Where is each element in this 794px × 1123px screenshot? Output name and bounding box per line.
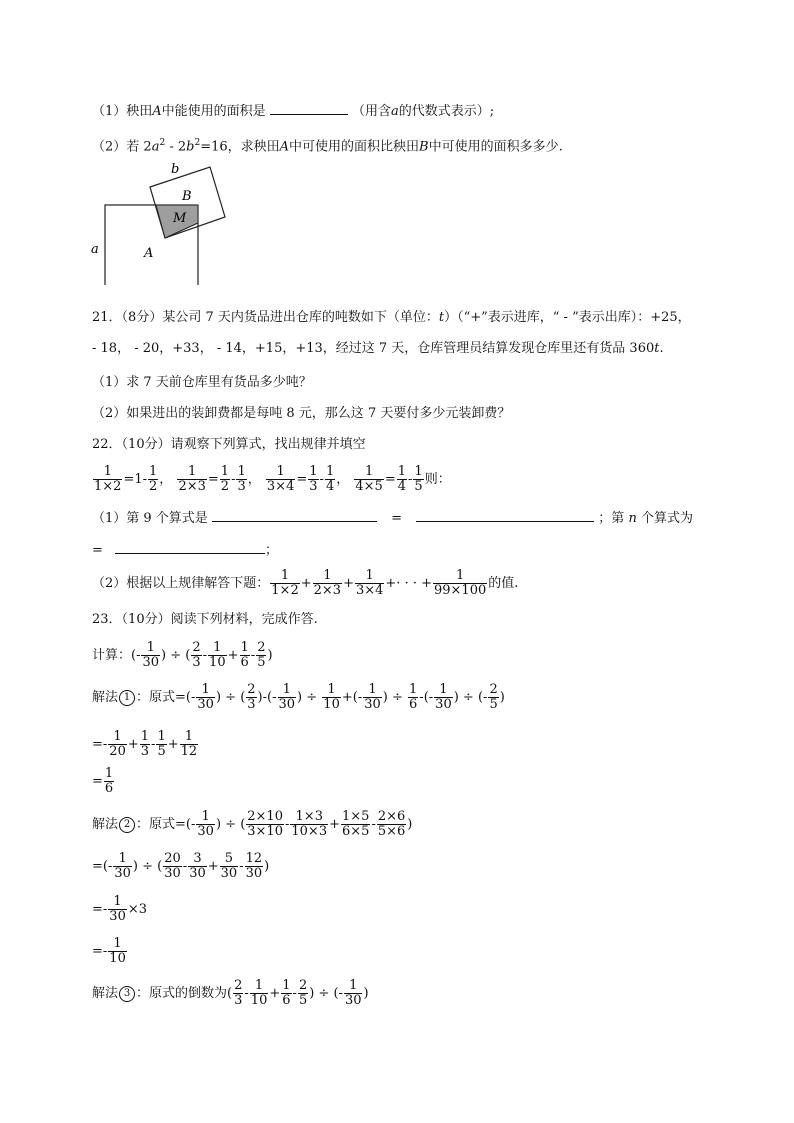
frac-num: 1 xyxy=(140,729,150,744)
frac-den: 3 xyxy=(234,993,243,1008)
q22-s1-mid: ；第 xyxy=(598,511,625,526)
frac-den: 30 xyxy=(109,909,126,924)
method-label: 解法 xyxy=(92,690,119,705)
q23-m2-step1 xyxy=(92,850,269,884)
frac-num: 5 xyxy=(220,852,239,867)
q23-m1-result xyxy=(92,765,115,799)
frac-den: 20 xyxy=(109,744,126,759)
frac xyxy=(298,979,308,1008)
frac-num: 1 xyxy=(149,464,158,479)
paren: ( xyxy=(240,690,246,705)
frac-den: 30 xyxy=(114,866,131,881)
frac-den: 30 xyxy=(197,697,214,712)
paren: (- xyxy=(352,690,363,705)
frac-den: 2×3 xyxy=(178,479,206,494)
q20-p2-pre: （2）若 2 xyxy=(92,139,152,155)
frac-num: 1 xyxy=(270,569,299,584)
frac-num: 3 xyxy=(188,852,207,867)
frac-num: 1 xyxy=(433,569,487,584)
frac-den: 3 xyxy=(192,655,201,670)
paren: (- xyxy=(102,859,113,874)
frac-den: 6 xyxy=(104,781,114,796)
circle-3: 3 xyxy=(119,986,135,1002)
q23-method3 xyxy=(92,977,369,1011)
frac xyxy=(322,683,341,712)
frac xyxy=(233,979,243,1008)
q20-p1-mid: 中能使用的面积是 xyxy=(161,104,266,119)
paren: ) xyxy=(297,690,303,705)
q20-p2-b: b xyxy=(186,139,195,155)
frac-num: 1 xyxy=(104,766,114,781)
frac-num: 1 xyxy=(141,641,160,656)
frac-den: 30 xyxy=(364,697,381,712)
op: ÷ xyxy=(387,690,408,705)
frac-den: 3×4 xyxy=(355,583,384,598)
q22-minus: - xyxy=(408,472,413,487)
q20-p2-post: 中可使用的面积多多少. xyxy=(428,139,563,155)
frac-num: 2 xyxy=(257,640,266,655)
q22-s1-n: n xyxy=(628,511,637,526)
frac-den: 1×2 xyxy=(94,479,122,494)
frac-num: 1 xyxy=(113,852,132,867)
q21-line2 xyxy=(92,339,664,359)
circle-1: 1 xyxy=(119,690,135,706)
frac-den: 4 xyxy=(325,479,335,494)
q20-p1-post-b: 的代数式表示）; xyxy=(398,104,495,119)
frac-den: 30 xyxy=(197,824,214,839)
op: + xyxy=(329,817,341,832)
q22-s1-blank-general[interactable] xyxy=(115,540,265,554)
frac-den: 5 xyxy=(157,744,166,759)
frac-num: 2 xyxy=(298,978,308,993)
q22-s1-blank-right[interactable] xyxy=(416,508,594,522)
q20-p2-mid: 中可使用的面积比秧田 xyxy=(289,139,420,155)
op: + xyxy=(127,737,139,752)
frac-den: 30 xyxy=(278,697,296,712)
frac-num: 1 xyxy=(397,464,406,479)
paren: ) xyxy=(161,648,167,663)
paren: ) xyxy=(407,817,413,832)
op: - xyxy=(292,986,297,1001)
q22-eq1: =1- xyxy=(123,472,147,487)
paren: ) xyxy=(215,817,222,832)
q22-comma: ， xyxy=(247,472,261,487)
frac-num: 1 xyxy=(108,937,127,952)
q20-p2-a: a xyxy=(151,139,160,155)
q23-title: 23．（10分）阅读下列材料，完成作答. xyxy=(92,612,318,627)
op: ÷ xyxy=(458,690,478,705)
q23-m2-step2 xyxy=(92,893,147,927)
q23-m1-step1 xyxy=(92,728,199,762)
q23-calc xyxy=(92,639,273,673)
frac xyxy=(256,641,266,670)
frac xyxy=(377,810,406,839)
op: - xyxy=(239,859,244,874)
frac-den: 10 xyxy=(250,993,268,1008)
frac-den: 10 xyxy=(209,655,226,670)
op: ÷ xyxy=(221,817,241,832)
op: ÷ xyxy=(302,690,322,705)
q20-p1-post-a: （用含 xyxy=(351,104,391,119)
frac-num: 1 xyxy=(250,979,269,994)
frac-den: 6 xyxy=(282,993,291,1008)
q22-plus: + xyxy=(343,576,354,591)
paren: (- xyxy=(333,986,343,1001)
paren: (- xyxy=(423,690,434,705)
frac xyxy=(488,683,498,712)
q21-line1 xyxy=(92,308,691,328)
frac-1-2x3 xyxy=(313,569,342,598)
q20-p1-A: A xyxy=(152,104,162,119)
op: ÷ xyxy=(314,986,334,1001)
q20-p1-var: a xyxy=(390,104,399,119)
frac-den: 30 xyxy=(220,866,238,881)
q21-line2-pre: - 18， - 20，+33， - 14，+15，+13，经过这 7 天，仓库管理员结算发现仓库里还有货品 360 xyxy=(92,341,655,356)
frac-den: 30 xyxy=(435,697,452,712)
q20-p1-pre: （1）秧田 xyxy=(92,104,153,119)
q22-ze: 则： xyxy=(424,472,451,487)
frac-num: 1 xyxy=(322,683,341,698)
frac-1-3 xyxy=(236,465,246,494)
q23-method1 xyxy=(92,681,505,715)
frac-den: 30 xyxy=(245,866,263,881)
frac-num: 1 xyxy=(108,730,127,745)
frac xyxy=(141,641,160,670)
frac-den: 5×6 xyxy=(377,824,406,839)
circle-2: 2 xyxy=(119,817,135,833)
frac-den: 5 xyxy=(489,697,498,712)
paren: ( xyxy=(227,986,233,1001)
frac-num: 12 xyxy=(245,851,263,866)
frac-num: 1 xyxy=(354,465,383,480)
frac xyxy=(408,683,418,712)
paren: (- xyxy=(267,690,277,705)
frac-num: 1×3 xyxy=(290,810,328,825)
frac-den: 2 xyxy=(220,479,230,494)
frac xyxy=(108,730,127,759)
q23-method2 xyxy=(92,808,412,842)
paren: ) xyxy=(309,986,315,1001)
op: - xyxy=(182,859,188,874)
frac xyxy=(191,641,201,670)
frac-1-4x5 xyxy=(354,465,383,494)
q22-s1-line2-eq: = xyxy=(92,543,103,558)
frac-den: 4 xyxy=(397,479,406,494)
frac xyxy=(363,683,382,712)
frac-den: 99×100 xyxy=(434,583,487,598)
frac-den: 2 xyxy=(149,479,158,494)
paren: ) xyxy=(132,859,138,874)
frac xyxy=(140,730,150,759)
op: + xyxy=(207,859,219,874)
frac-num: 1 xyxy=(93,465,122,480)
paren: ) xyxy=(363,986,369,1001)
frac-1-5 xyxy=(413,465,423,494)
q22-s1-post: 个算式为 xyxy=(640,511,693,526)
op: + xyxy=(227,648,239,663)
q22-eq: = xyxy=(296,472,308,487)
op: ÷ xyxy=(221,690,241,705)
frac-den: 3 xyxy=(237,479,246,494)
q21-unit: t xyxy=(438,310,445,325)
frac-num: 2×10 xyxy=(247,809,283,824)
q22-s1-semi: ； xyxy=(265,543,279,558)
frac-num: 1 xyxy=(266,465,295,480)
frac-den: 5 xyxy=(414,479,423,494)
frac-num: 2 xyxy=(247,682,256,697)
paren: ) xyxy=(215,690,222,705)
frac xyxy=(108,937,127,966)
frac-den: 6×5 xyxy=(342,824,370,839)
frac-1-99x100 xyxy=(433,569,487,598)
q21-sub2: （2）如果进出的装卸费都是每吨 8 元，那么这 7 天要付多少元装卸费？ xyxy=(92,406,511,421)
frac-den: 1×2 xyxy=(271,583,299,598)
eq-sign: =- xyxy=(92,737,108,752)
frac-num: 1 xyxy=(157,729,166,744)
frac-den: 5 xyxy=(257,655,266,670)
eq-sign: = xyxy=(92,859,103,874)
frac-num: 1 xyxy=(313,569,342,584)
frac xyxy=(220,852,239,881)
op: + xyxy=(341,690,353,705)
frac-den: 30 xyxy=(189,866,206,881)
label-A: A xyxy=(144,246,154,261)
frac xyxy=(240,641,250,670)
q20-p2-exp1: 2 xyxy=(159,138,166,148)
paren: ) xyxy=(264,859,270,874)
q22-s1-blank-left[interactable] xyxy=(212,508,377,522)
frac-1-3x4 xyxy=(355,569,384,598)
frac-num: 1 xyxy=(237,464,246,479)
frac-1-1x2 xyxy=(270,569,299,598)
q20-part1 xyxy=(92,101,494,122)
frac-1-3b xyxy=(308,465,318,494)
frac-den: 3×10 xyxy=(247,824,283,839)
method3-text: ：原式的倒数为 xyxy=(136,986,228,1001)
q22-s1-line2 xyxy=(92,540,278,561)
frac-den: 10 xyxy=(109,951,126,966)
label-B: B xyxy=(182,189,192,204)
frac xyxy=(341,810,370,839)
q20-figure xyxy=(85,155,235,285)
q20-p2-minus: - 2 xyxy=(165,139,187,155)
method-colon: ：原式= xyxy=(136,690,186,705)
op: - xyxy=(250,648,256,663)
q20-p2-exp2: 2 xyxy=(194,138,201,148)
q22-pattern-row xyxy=(92,463,451,497)
frac xyxy=(245,852,264,881)
q22-s1-eq: = xyxy=(391,511,402,526)
frac-num: 1 xyxy=(414,464,423,479)
frac-num: 2 xyxy=(234,978,243,993)
frac-num: 1 xyxy=(180,730,199,745)
label-b: b xyxy=(171,162,180,177)
q21-line2-post: . xyxy=(659,341,664,356)
frac-den: 3×4 xyxy=(266,479,295,494)
q22-eq: = xyxy=(384,472,396,487)
op: ÷ xyxy=(138,859,158,874)
frac xyxy=(156,730,166,759)
frac-num: 1 xyxy=(220,464,230,479)
frac xyxy=(180,730,199,759)
frac-num: 2×6 xyxy=(377,809,406,824)
frac xyxy=(196,683,215,712)
op: - xyxy=(151,737,156,752)
frac-num: 1 xyxy=(309,464,318,479)
frac-num: 1 xyxy=(177,465,206,480)
op: ×3 xyxy=(127,902,148,917)
frac-num: 2 xyxy=(489,682,498,697)
frac-num: 1 xyxy=(196,683,215,698)
frac xyxy=(108,895,127,924)
label-M: M xyxy=(173,211,187,226)
q22-s2-post: 的值. xyxy=(488,576,519,591)
frac-den: 30 xyxy=(142,655,160,670)
frac-num: 1 xyxy=(278,683,297,698)
frac-1-4 xyxy=(325,465,335,494)
frac-num: 1 xyxy=(355,569,384,584)
q20-p2-A: A xyxy=(279,139,290,155)
q23-m2-result xyxy=(92,935,128,969)
frac-den: 3 xyxy=(247,697,256,712)
op: - xyxy=(202,648,208,663)
paren: ( xyxy=(157,859,163,874)
eq-sign: =- xyxy=(92,944,108,959)
frac xyxy=(196,810,215,839)
frac-den: 2×3 xyxy=(313,583,342,598)
q22-minus: - xyxy=(319,472,324,487)
op: - xyxy=(262,690,268,705)
frac xyxy=(246,810,284,839)
paren: (- xyxy=(477,690,488,705)
frac-num: 1 xyxy=(325,464,335,479)
frac-den: 30 xyxy=(344,993,362,1008)
q22-s2-pre: （2）根据以上规律解答下题： xyxy=(92,576,270,591)
frac xyxy=(281,979,291,1008)
frac xyxy=(344,979,363,1008)
q20-p2-B: B xyxy=(419,139,429,155)
frac-den: 3 xyxy=(309,479,318,494)
frac-1-3x4 xyxy=(266,465,295,494)
op: - xyxy=(419,690,424,705)
frac-den: 10 xyxy=(323,697,340,712)
frac xyxy=(246,683,256,712)
op: ÷ xyxy=(166,648,186,663)
frac xyxy=(290,810,328,839)
frac-num: 1 xyxy=(240,640,249,655)
frac-num: 1 xyxy=(196,810,215,825)
frac xyxy=(113,852,132,881)
paren: ) xyxy=(257,690,263,705)
eq-sign: =- xyxy=(92,902,108,917)
q22-title: 22．（10分）请观察下列算式，找出规律并填空 xyxy=(92,437,366,452)
frac-den: 12 xyxy=(180,744,198,759)
q22-s1-line1 xyxy=(92,508,693,529)
frac-den: 3 xyxy=(140,744,150,759)
q21-line1-post: ）（“+”表示进库，“ - ”表示出库）：+25， xyxy=(444,310,691,325)
frac-1-2b xyxy=(220,465,230,494)
frac-den: 6 xyxy=(409,697,418,712)
op: - xyxy=(371,817,376,832)
frac-num: 1 xyxy=(208,641,227,656)
frac-num: 1 xyxy=(108,895,127,910)
frac xyxy=(104,767,114,796)
frac-num: 1 xyxy=(434,683,453,698)
paren: ) xyxy=(499,690,505,705)
op: + xyxy=(269,986,281,1001)
paren: (- xyxy=(185,817,196,832)
paren: (- xyxy=(185,690,196,705)
q20-p1-answer-blank[interactable] xyxy=(270,101,348,115)
paren: ( xyxy=(185,648,191,663)
frac-den: 5 xyxy=(298,993,308,1008)
paren: ( xyxy=(240,817,246,832)
q20-p2-eq: =16，求秧田 xyxy=(200,139,280,155)
frac-1-2x3 xyxy=(177,465,206,494)
q22-s1-pre: （1）第 9 个算式是 xyxy=(92,511,208,526)
paren: ) xyxy=(453,690,459,705)
q22-comma: ， xyxy=(159,472,173,487)
paren: (- xyxy=(131,648,141,663)
op: - xyxy=(284,817,290,832)
q22-eq: = xyxy=(207,472,219,487)
paren: ) xyxy=(382,690,388,705)
frac-num: 1 xyxy=(344,979,363,994)
method-label: 解法 xyxy=(92,986,119,1001)
frac-den: 30 xyxy=(164,866,181,881)
method-label: 解法 xyxy=(92,817,119,832)
frac xyxy=(250,979,269,1008)
frac-den: 10×3 xyxy=(291,824,328,839)
q22-plus: + xyxy=(300,576,312,591)
q23-calc-label: 计算： xyxy=(92,648,132,663)
frac xyxy=(434,683,453,712)
q22-dots: +· · · + xyxy=(385,576,432,591)
q22-comma: ， xyxy=(336,472,350,487)
frac-den: 6 xyxy=(240,655,249,670)
q21-sub1: （1）求 7 天前仓库里有货品多少吨？ xyxy=(92,375,312,390)
frac xyxy=(163,852,182,881)
frac-1-2 xyxy=(148,465,158,494)
q21-unit2: t xyxy=(654,341,660,356)
frac xyxy=(208,641,227,670)
q22-minus: - xyxy=(231,472,236,487)
eq-sign: = xyxy=(92,774,103,789)
frac-num: 1 xyxy=(363,683,382,698)
op: + xyxy=(167,737,179,752)
method-colon: ：原式= xyxy=(136,817,186,832)
q22-s2 xyxy=(92,567,518,601)
frac-num: 2 xyxy=(192,640,201,655)
op: - xyxy=(244,986,249,1001)
frac-num: 1×5 xyxy=(342,809,370,824)
q20-part2 xyxy=(92,133,563,157)
frac-1-1x2 xyxy=(93,465,122,494)
frac xyxy=(188,852,207,881)
frac-num: 20 xyxy=(164,851,181,866)
frac xyxy=(278,683,297,712)
label-a: a xyxy=(91,242,99,257)
frac-1-4b xyxy=(397,465,407,494)
paren: ) xyxy=(267,648,273,663)
q21-line1-pre: 21．（8分）某公司 7 天内货品进出仓库的吨数如下（单位： xyxy=(92,310,439,325)
frac-den: 4×5 xyxy=(355,479,383,494)
frac-num: 1 xyxy=(282,978,291,993)
frac-num: 1 xyxy=(409,682,418,697)
